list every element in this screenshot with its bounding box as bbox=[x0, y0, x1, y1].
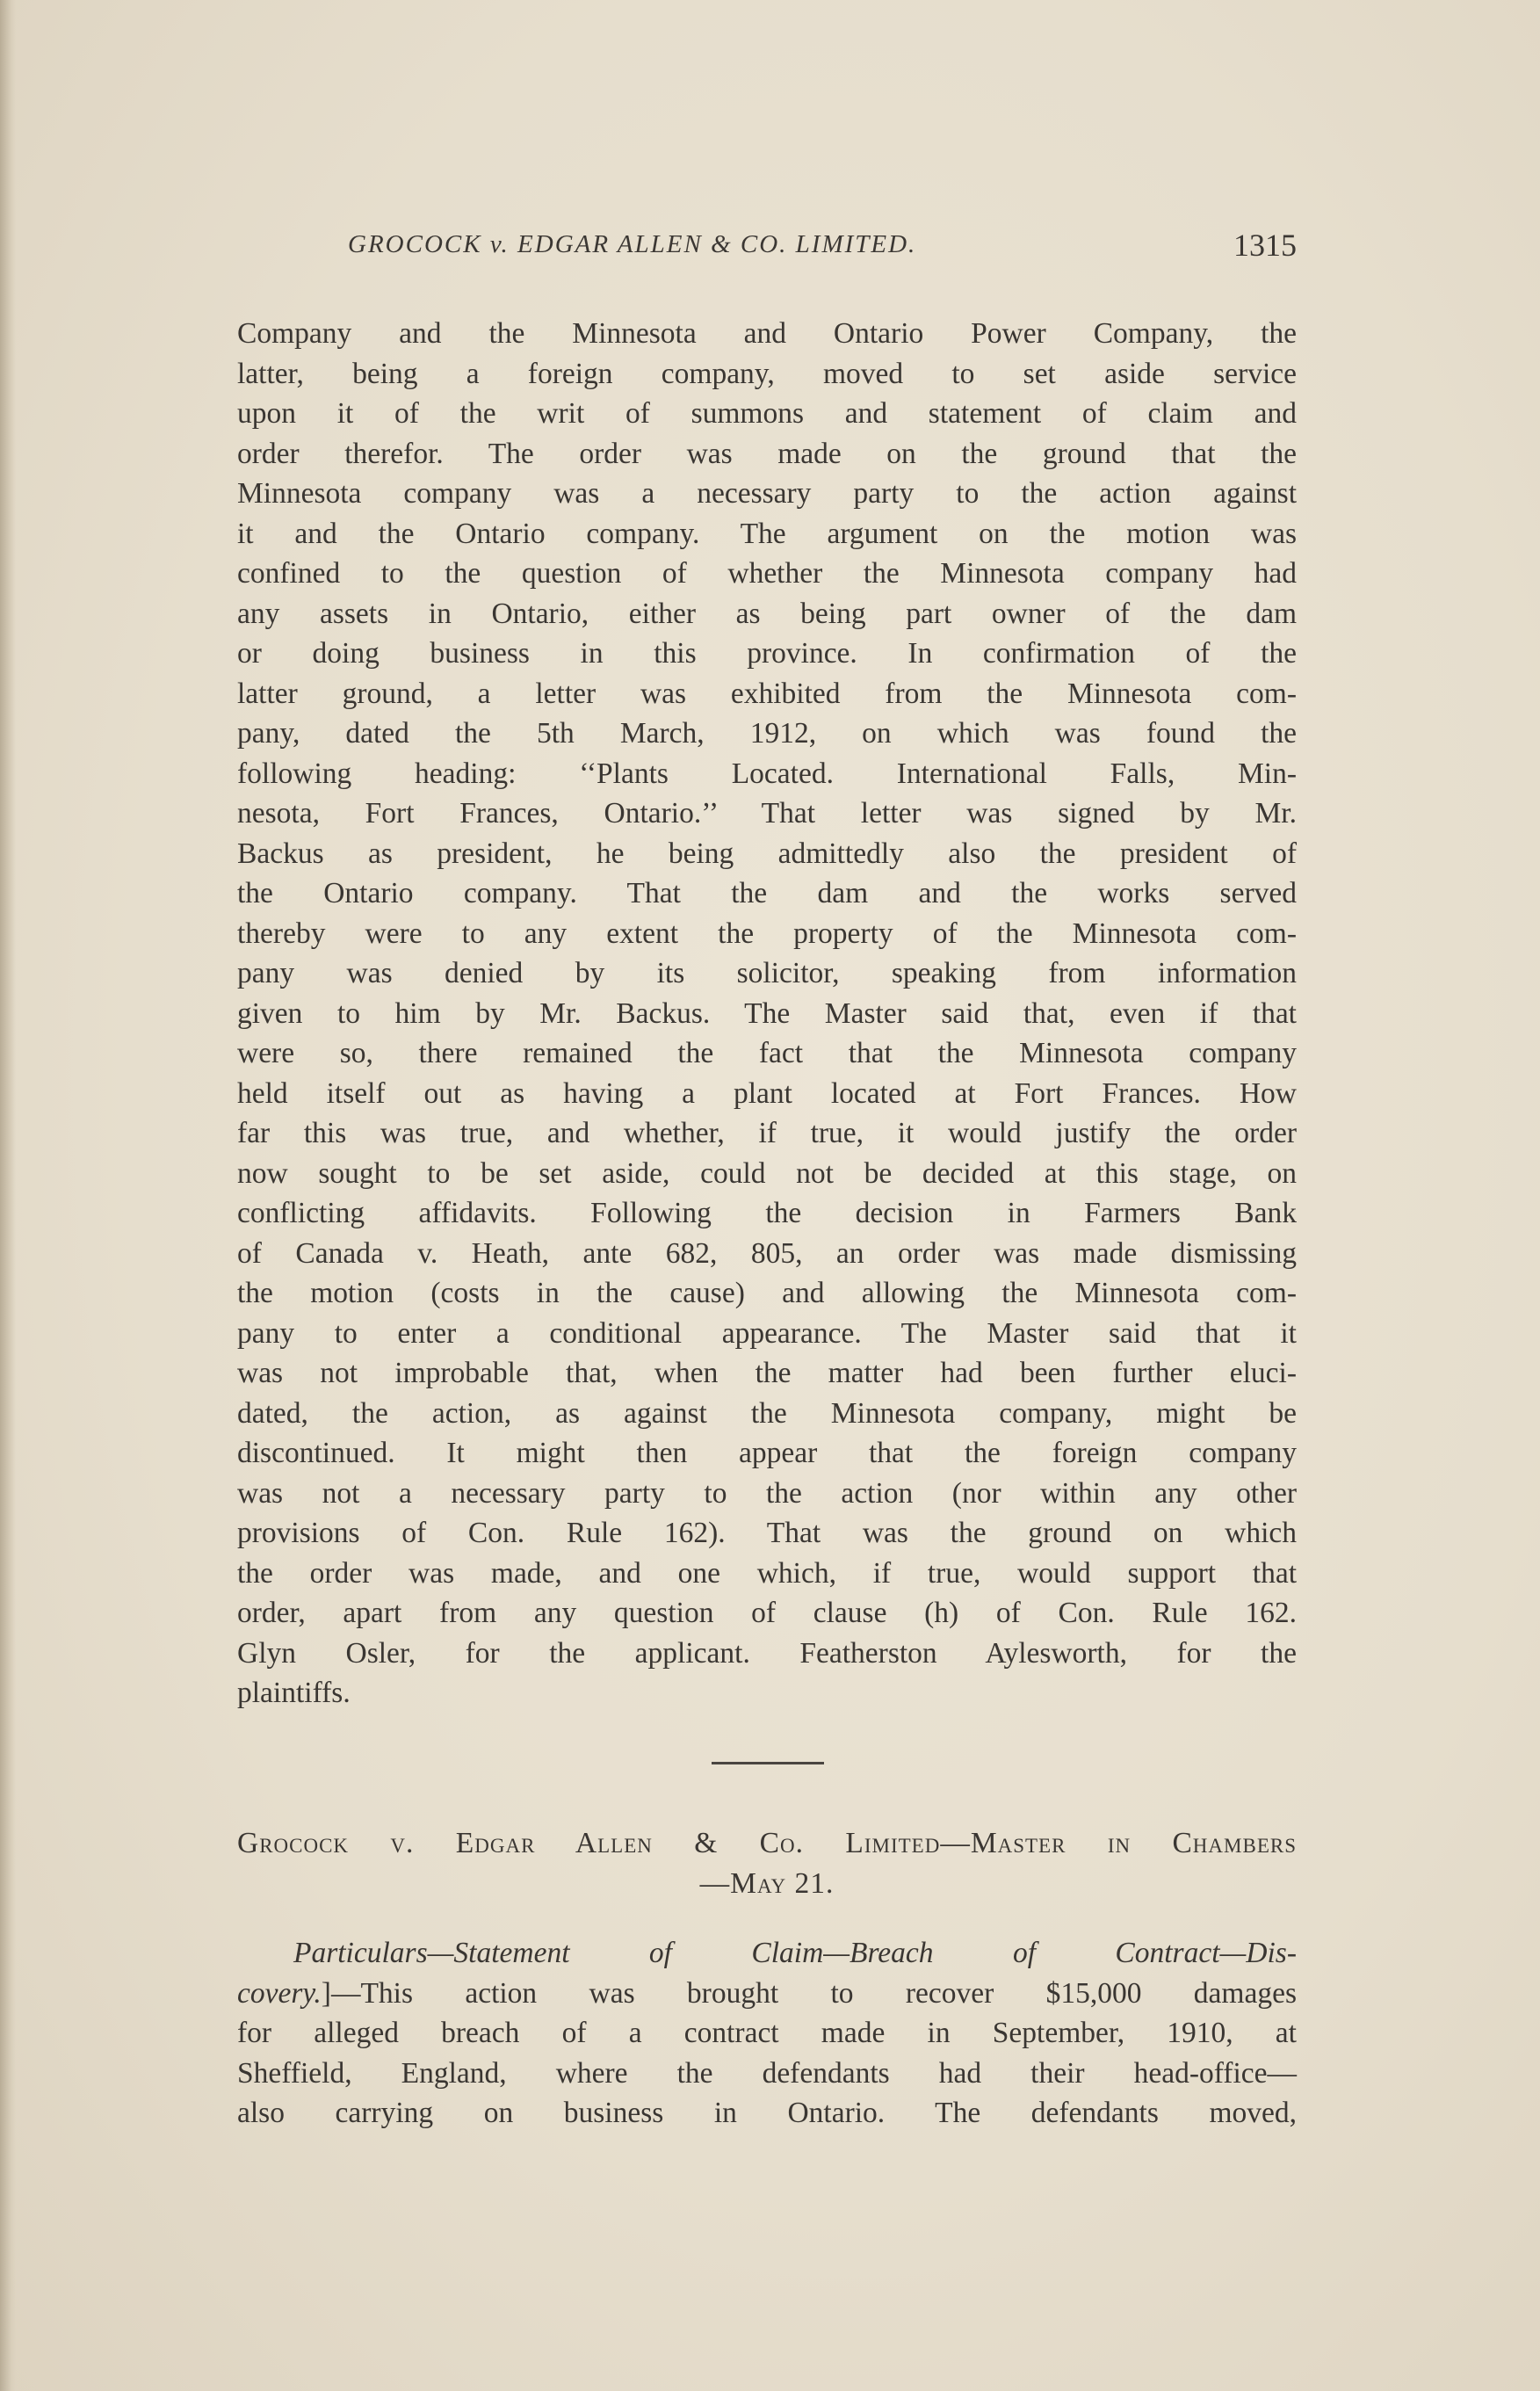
text-line: conflicting affidavits. Following the decision in Farmers Bank bbox=[237, 1197, 1297, 1229]
text-line: was not a necessary party to the action (nor within any other bbox=[237, 1476, 1297, 1510]
text-line: far this was true, and whether, if true, it would justify the order bbox=[237, 1117, 1297, 1149]
text-line: any assets in Ontario, either as being part owner of the dam bbox=[237, 597, 1297, 630]
page-number: 1315 bbox=[1233, 228, 1297, 263]
text-line: nesota, Fort Frances, Ontario.’’ That letter was signed by Mr. bbox=[237, 797, 1297, 830]
text-line: it and the Ontario company. The argument on the motion was bbox=[237, 517, 1297, 550]
text-line: Company and the Minnesota and Ontario Power Company, the bbox=[237, 317, 1297, 350]
text-line: also carrying on business in Ontario. The defendants moved, bbox=[237, 2097, 1297, 2129]
text-span: ]—This action was brought to recover $15,000 damages bbox=[321, 1976, 1297, 2010]
text-line: the Ontario company. That the dam and the works served bbox=[237, 877, 1297, 909]
catchwords-line: Particulars—Statement of Claim—Breach of Contract—Dis- bbox=[293, 1937, 1297, 1969]
text-line: the order was made, and one which, if true, would support that bbox=[237, 1556, 1297, 1590]
text-line: order therefor. The order was made on the ground that the bbox=[237, 437, 1297, 470]
text-line: was not improbable that, when the matter had been further eluci- bbox=[237, 1357, 1297, 1389]
text-line: discontinued. It might then appear that the foreign company bbox=[237, 1437, 1297, 1469]
text-line: order, apart from any question of clause (h) of Con. Rule 162. bbox=[237, 1597, 1297, 1629]
section-divider bbox=[712, 1762, 824, 1764]
text-line: were so, there remained the fact that the Minnesota company bbox=[237, 1037, 1297, 1069]
text-line: following heading: ‘‘Plants Located. International Falls, Min- bbox=[237, 757, 1297, 790]
case-heading-line-2: —May 21. bbox=[699, 1866, 835, 1900]
text-line: Minnesota company was a necessary party to the action against bbox=[237, 477, 1297, 510]
text-line: dated, the action, as against the Minnesota company, might be bbox=[237, 1396, 1297, 1430]
text-line bbox=[237, 1974, 1297, 2014]
text-line: pany was denied by its solicitor, speaking from information bbox=[237, 957, 1297, 989]
text-line: provisions of Con. Rule 162). That was the ground on which bbox=[237, 1517, 1297, 1549]
text-line: given to him by Mr. Backus. The Master said that, even if that bbox=[237, 996, 1297, 1030]
text-line: Sheffield, England, where the defendants had their head-office— bbox=[237, 2056, 1297, 2090]
text-line: for alleged breach of a contract made in September, 1910, at bbox=[237, 2017, 1297, 2049]
text-line: Backus as president, he being admittedly also the president of bbox=[237, 837, 1297, 870]
text-line: of Canada v. Heath, ante 682, 805, an order was made dismissing bbox=[237, 1236, 1297, 1270]
text-line: held itself out as having a plant located at Fort Frances. How bbox=[237, 1076, 1297, 1110]
text-line: the motion (costs in the cause) and allowing the Minnesota com- bbox=[237, 1277, 1297, 1309]
text-line: plaintiffs. bbox=[237, 1677, 351, 1709]
text-line: pany to enter a conditional appearance. The Master said that it bbox=[237, 1316, 1297, 1350]
text-line: latter, being a foreign company, moved to set aside service bbox=[237, 357, 1297, 390]
case-heading bbox=[237, 1823, 1297, 1903]
text-line: Glyn Osler, for the applicant. Featherston Aylesworth, for the bbox=[237, 1636, 1297, 1670]
paragraph-1 bbox=[237, 314, 1297, 1714]
case-heading-line-1: Grocock v. Edgar Allen & Co. Limited—Master in Chambers bbox=[237, 1827, 1297, 1859]
text-line: or doing business in this province. In confirmation of the bbox=[237, 637, 1297, 670]
text-line: thereby were to any extent the property of the Minnesota com- bbox=[237, 917, 1297, 950]
page-spine-shadow bbox=[0, 0, 16, 2391]
catchwords-end: covery. bbox=[237, 1976, 322, 2010]
running-head-title: GROCOCK v. EDGAR ALLEN & CO. LIMITED. bbox=[348, 230, 917, 258]
text-line: upon it of the writ of summons and statement of claim and bbox=[237, 397, 1297, 430]
running-head bbox=[237, 230, 1297, 274]
text-line: latter ground, a letter was exhibited from the Minnesota com- bbox=[237, 677, 1297, 710]
paragraph-2 bbox=[237, 1933, 1297, 2134]
text-line: now sought to be set aside, could not be decided at this stage, on bbox=[237, 1156, 1297, 1190]
text-line: pany, dated the 5th March, 1912, on which was found the bbox=[237, 717, 1297, 750]
text-line: confined to the question of whether the Minnesota company had bbox=[237, 557, 1297, 590]
